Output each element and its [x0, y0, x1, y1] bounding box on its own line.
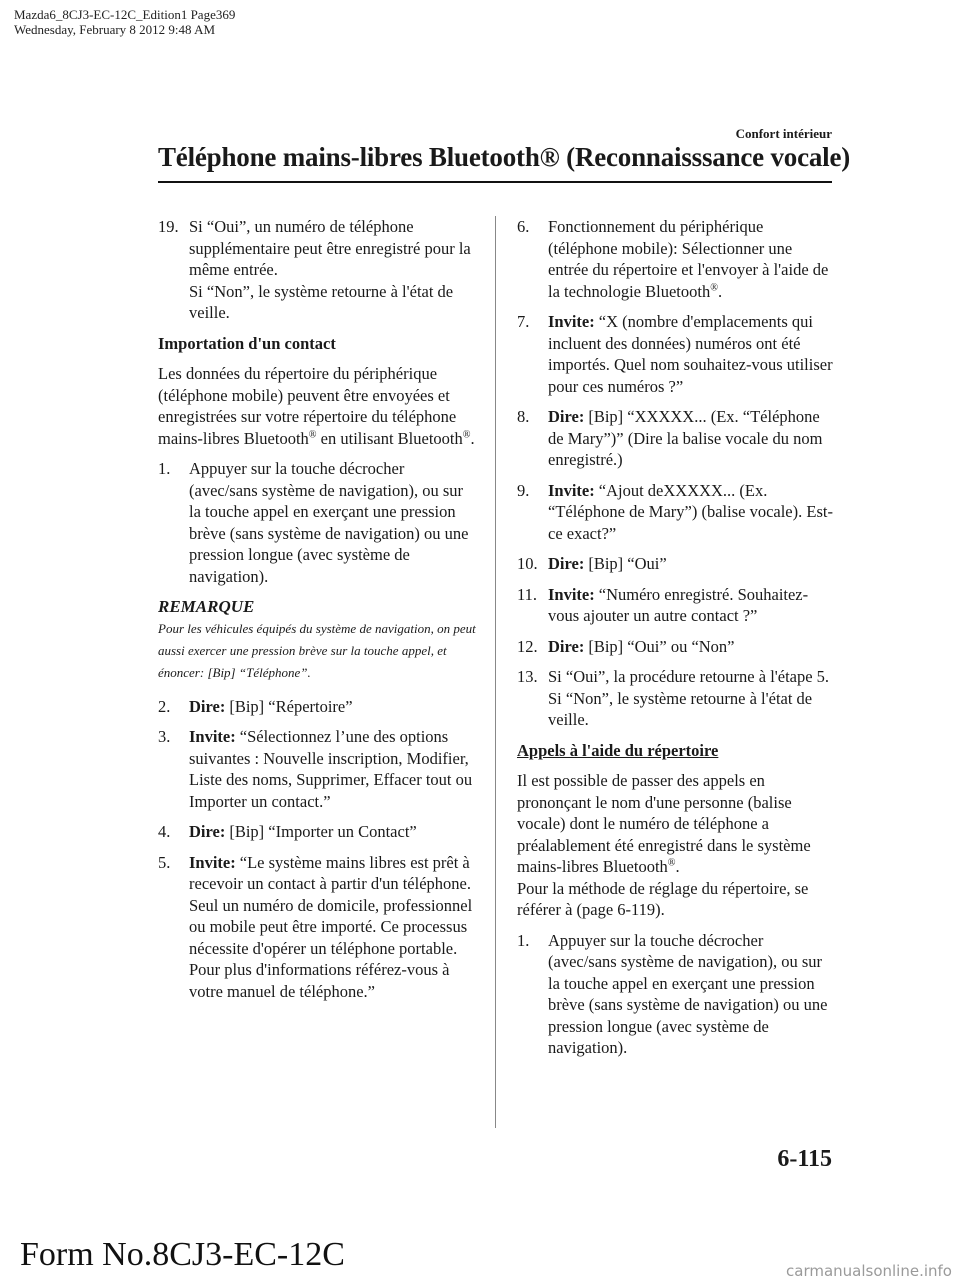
step-number: 1. [517, 930, 530, 950]
step-text: “X (nombre d'emplacements qui incluent des données) numéros ont été importés. Quel nom souhaitez-vous utiliser pour ces numéros ?” [548, 312, 833, 396]
step-7 [517, 311, 833, 397]
step-number: 19. [158, 217, 179, 236]
registered-mark: ® [667, 857, 676, 869]
paragraph-text: . [470, 428, 475, 448]
step-1-directory [517, 930, 833, 1059]
step-text: [Bip] “Oui” ou “Non” [588, 636, 735, 656]
step-label: Invite: [189, 852, 236, 872]
step-8 [517, 406, 833, 471]
heading-import-contact: Importation d'un contact [158, 333, 336, 353]
step-label: Invite: [189, 727, 236, 746]
step-10 [517, 553, 833, 575]
paragraph-text: Les données du répertoire du périphérique (téléphone mobile) peuvent être envoyées et enregistrées sur votre répertoire du téléphone mains-libres Bluetooth [158, 364, 457, 448]
step-5 [158, 852, 476, 1003]
step-6 [517, 216, 833, 302]
step-label: Dire: [189, 822, 226, 841]
step-label: Invite: [548, 312, 595, 331]
step-number: 8 . [517, 406, 529, 428]
paragraph-directory [517, 770, 833, 921]
paragraph-text: en utilisant Bluetooth [316, 428, 463, 448]
watermark: carmanualsonline.info [786, 1262, 952, 1280]
registered-mark: ® [710, 282, 718, 293]
step-text: Appuyer sur la touche décrocher (avec/sans système de navigation), ou sur la touche appel en exerçant une pression brève (sans système de navigation) ou une pression longue (avec système de navigation). [189, 459, 469, 586]
step-text-alt: Si “Non”, le système retourne à l'état de veille. [189, 281, 454, 322]
note-text: Pour les véhicules équipés du système de navigation, on peut aussi exercer une pression brève sur la touche appel, et énoncer: [Bip] “Téléphone”. [158, 620, 476, 680]
step-4 [158, 821, 476, 843]
step-11 [517, 584, 833, 627]
paragraph-reference: Pour la méthode de réglage du répertoire, se référer à (page 6-119). [517, 878, 809, 919]
step-label: Dire: [548, 407, 585, 426]
step-number: 2 . [158, 696, 170, 718]
paragraph-text: Il est possible de passer des appels en prononçant le nom d'une personne (balise vocale) dont le numéro de téléphone a préalablement été enregistré dans le système mains-libres Bluetooth [517, 771, 811, 876]
page-title: Téléphone mains-libres Bluetooth® (Reconnaisssance vocale) [158, 142, 851, 172]
slug-line-2: Wednesday, February 8 2012 9:48 AM [14, 22, 216, 37]
step-number: 9 . [517, 480, 529, 502]
page-number: 6-115 [777, 1146, 832, 1172]
step-number: 5 . [158, 852, 170, 874]
heading-directory-calls: Appels à l'aide du répertoire [517, 740, 719, 760]
step-text: Si “Oui”, la procédure retourne à l'étape 5. [548, 667, 830, 686]
step-1 [158, 458, 476, 587]
step-text: Si “Oui”, un numéro de téléphone supplémentaire peut être enregistré pour la même entrée. [189, 217, 471, 279]
paragraph-import [158, 363, 476, 449]
step-number: 3 . [158, 726, 170, 748]
left-column [158, 216, 476, 1011]
step-19 [158, 216, 476, 324]
step-text: “Le système mains libres est prêt à recevoir un contact à partir d'un téléphone. Seul un numéro de domicile, professionnel ou mobile peut être importé. Ce processus nécessite d'opérer un téléphone portable. Pour plus d'informations référez-vous à votre manuel de téléphone.” [189, 852, 473, 1001]
step-label: Invite: [548, 480, 595, 500]
step-label: Dire: [548, 636, 585, 656]
form-number: Form No.8CJ3-EC-12C [20, 1236, 345, 1273]
step-3 [158, 726, 476, 812]
step-number: 13. [517, 667, 538, 686]
step-number: 4 . [158, 821, 170, 843]
paragraph-text: . [675, 857, 680, 876]
right-column [517, 216, 833, 1068]
step-13 [517, 666, 833, 731]
step-text: [Bip] “XXXXX... (Ex. “Téléphone de Mary”)” (Dire la balise vocale du nom enregistré.) [548, 407, 823, 469]
step-text: “Sélectionnez l’une des options suivantes : Nouvelle inscription, Modifier, Liste des noms, Supprimer, Effacer tout ou Importer un contact.” [189, 727, 473, 811]
step-label: Invite: [548, 584, 595, 604]
step-number: 6. [517, 217, 530, 236]
step-2 [158, 696, 476, 718]
column-divider [495, 216, 496, 1128]
title-rule [158, 181, 832, 183]
registered-mark: ® [462, 429, 471, 440]
step-text-end: . [717, 281, 723, 301]
step-label: Dire: [189, 696, 226, 716]
step-text: [Bip] “Oui” [588, 554, 667, 573]
step-number: 7 . [517, 311, 529, 333]
step-text: [Bip] “Importer un Contact” [229, 822, 417, 841]
step-label: Dire: [548, 554, 585, 573]
note-title: REMARQUE [158, 597, 255, 616]
step-number: 10 . [517, 553, 538, 575]
step-number: 12 . [517, 636, 538, 658]
step-text: “Numéro enregistré. Souhaitez-vous ajouter un autre contact ?” [548, 584, 809, 625]
step-text: [Bip] “Répertoire” [229, 696, 353, 716]
print-slug [14, 7, 235, 37]
step-text-alt: Si “Non”, le système retourne à l'état de veille. [548, 688, 813, 729]
step-text: Fonctionnement du périphérique (téléphone mobile): Sélectionner une entrée du répertoire et l'envoyer à l'aide de la technologie Bluetooth [548, 217, 829, 301]
step-text: “Ajout deXXXXX... (Ex. “Téléphone de Mary”) (balise vocale). Est-ce exact?” [548, 480, 833, 543]
step-text: Appuyer sur la touche décrocher (avec/sans système de navigation), ou sur la touche appel en exerçant une pression brève (sans système de navigation) ou une pression longue (avec système de navigation). [548, 930, 828, 1057]
slug-line-1: Mazda6_8CJ3-EC-12C_Edition1 Page369 [14, 7, 236, 22]
step-number: 1. [158, 459, 171, 478]
step-12 [517, 636, 833, 658]
section-label: Confort intérieur [735, 126, 832, 141]
step-9 [517, 480, 833, 545]
registered-mark: ® [308, 429, 317, 440]
step-number: 11 . [517, 584, 537, 606]
